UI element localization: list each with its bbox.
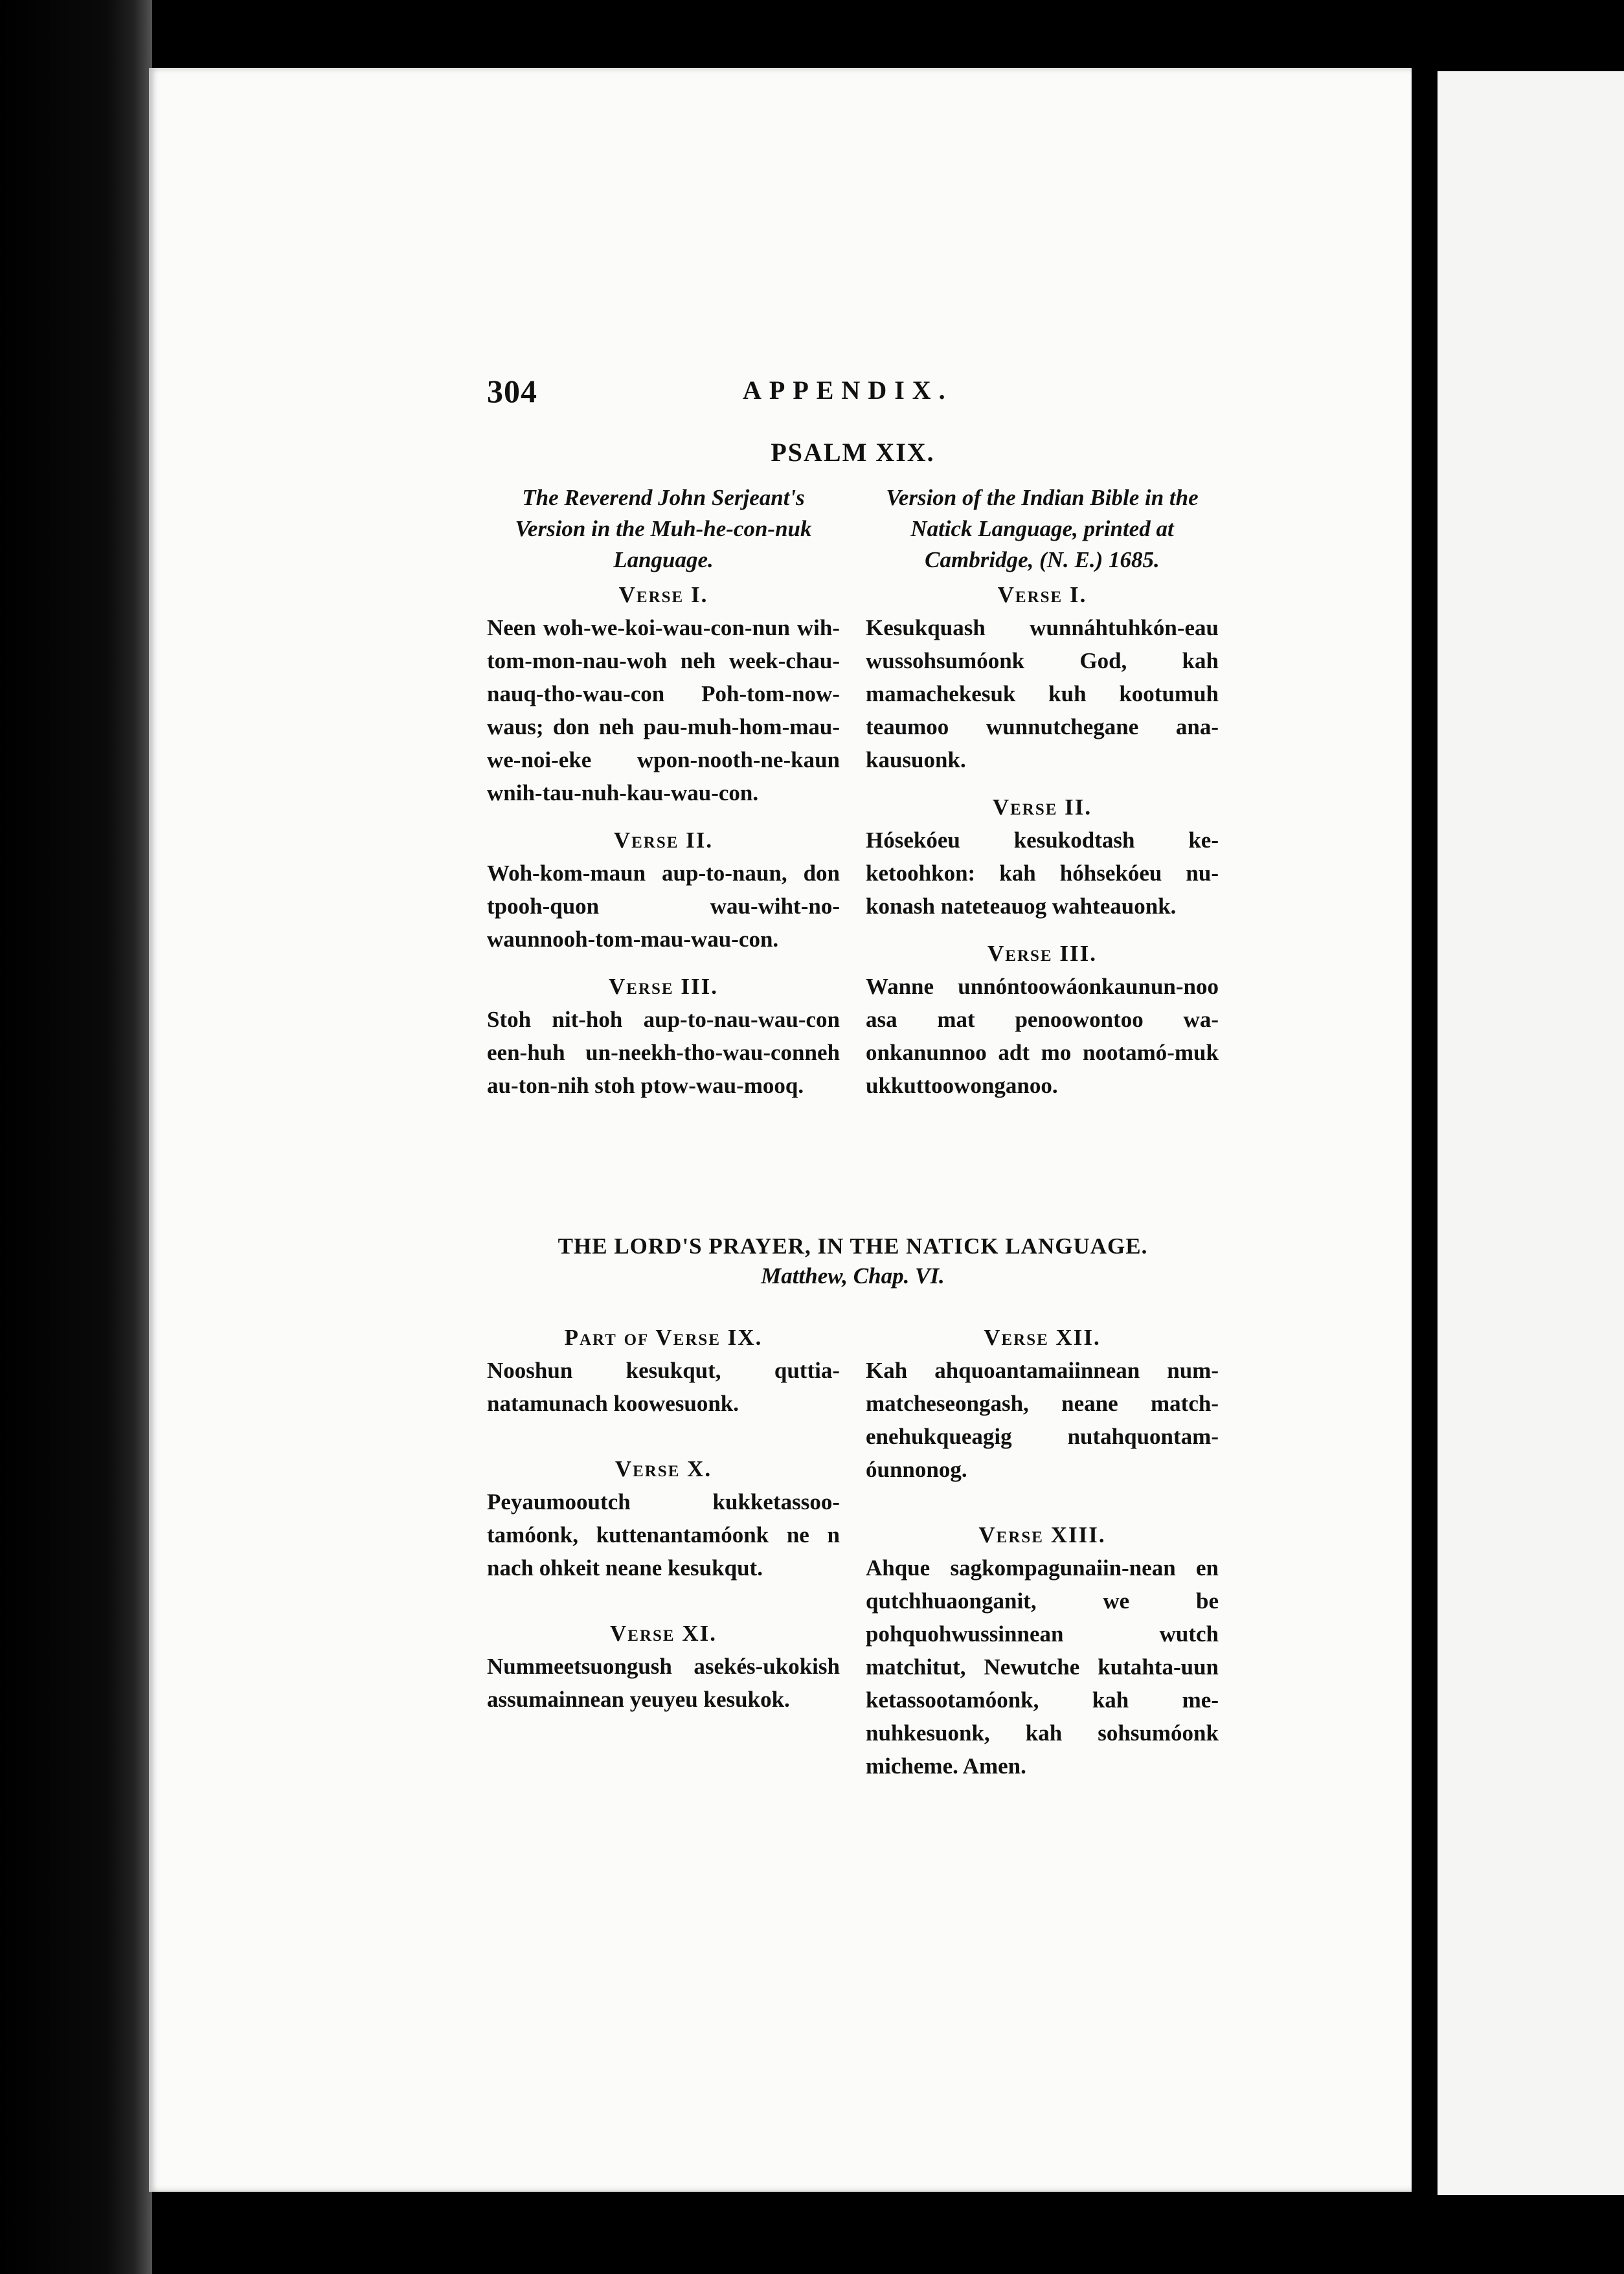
lords-prayer-reference: Matthew, Chap. VI. <box>761 1263 945 1289</box>
lords-prayer-left-column <box>487 1321 840 1748</box>
left-column-muhheconnuk <box>487 482 840 1116</box>
page-number: 304 <box>487 373 537 409</box>
left-column-heading: The Reverend John Serjeant's Version in the Muh-he-con-nuk Language. <box>515 485 812 572</box>
lords-prayer-title: THE LORD'S PRAYER, IN THE NATICK LANGUAGE. <box>558 1233 1148 1259</box>
right-column-natick <box>866 482 1219 1116</box>
lords-prayer-header <box>487 1233 1219 1289</box>
page-header <box>487 372 1219 411</box>
verse-heading: Verse II. <box>992 794 1092 820</box>
right-column-heading: Version of the Indian Bible in the Natick Language, printed at Cambridge, (N. E.) 1685. <box>886 485 1199 572</box>
verse-heading: Verse X. <box>615 1456 712 1481</box>
verse-text: Woh-kom-maun aup-to-naun, don tpooh-quon wau-wiht-no-waunnooh-tom-mau-wau-con. <box>487 861 840 952</box>
verse-text: Hósekóeu kesukodtash ke-ketoohkon: kah hóhsekóeu nu-konash nateteauog wahteauonk. <box>866 827 1219 919</box>
verse-heading: Verse III. <box>609 974 718 999</box>
lords-prayer-right-column <box>866 1321 1219 1815</box>
verse-text: Peyaumooutch kukketassoo-tamóonk, kuttenantamóonk ne n nach ohkeit neane kesukqut. <box>487 1489 840 1581</box>
verse-text: Kesukquash wunnáhtuhkón-eau wussohsumóonk God, kah mamachekesuk kuh kootumuh teaumoo wunnutchegane ana-kausuonk. <box>866 615 1219 772</box>
facing-page-edge <box>1438 71 1624 2195</box>
verse-heading: Part of Verse IX. <box>564 1325 763 1350</box>
running-head: APPENDIX. <box>743 376 953 405</box>
verse-text: Kah ahquoantamaiinnean num-matcheseongash, neane match-enehukqueagig nutahquontam-óunnonog. <box>866 1358 1219 1482</box>
verse-heading: Verse III. <box>987 941 1097 966</box>
verse-heading: Verse XI. <box>610 1621 717 1646</box>
verse-text: Stoh nit-hoh aup-to-nau-wau-con een-huh un-neekh-tho-wau-conneh au-ton-nih stoh ptow-wau-mooq. <box>487 1007 840 1098</box>
verse-heading: Verse XIII. <box>978 1522 1106 1548</box>
verse-heading: Verse I. <box>997 582 1087 607</box>
verse-heading: Verse I. <box>618 582 708 607</box>
book-spine-edge <box>0 0 152 2274</box>
verse-text: Nooshun kesukqut, quttia-natamunach koowesuonk. <box>487 1358 840 1416</box>
page-gutter <box>1412 71 1438 2195</box>
psalm-title: PSALM XIX. <box>771 438 935 467</box>
verse-text: Nummeetsuongush asekés-ukokish assumainnean yeuyeu kesukok. <box>487 1654 840 1712</box>
verse-text: Neen woh-we-koi-wau-con-nun wih-tom-mon-nau-woh neh week-chau-nauq-tho-wau-con Poh-tom-now-waus; don neh pau-muh-hom-mau-we-noi-eke wpon-nooth-ne-kaun wnih-tau-nuh-kau-wau-con. <box>487 615 840 805</box>
verse-heading: Verse XII. <box>984 1325 1101 1350</box>
verse-heading: Verse II. <box>613 827 714 853</box>
verse-text: Wanne unnóntoowáonkaunun-noo asa mat penoowontoo wa-onkanunnoo adt mo nootamó-muk ukkuttoowonganoo. <box>866 974 1219 1098</box>
verse-text: Ahque sagkompagunaiin-nean en qutchhuaonganit, we be pohquohwussinnean wutch matchitut, Newutche kutahta-uun ketassootamóonk, kah me-nuhkesuonk, kah sohsumóonk micheme. Amen. <box>866 1555 1219 1779</box>
